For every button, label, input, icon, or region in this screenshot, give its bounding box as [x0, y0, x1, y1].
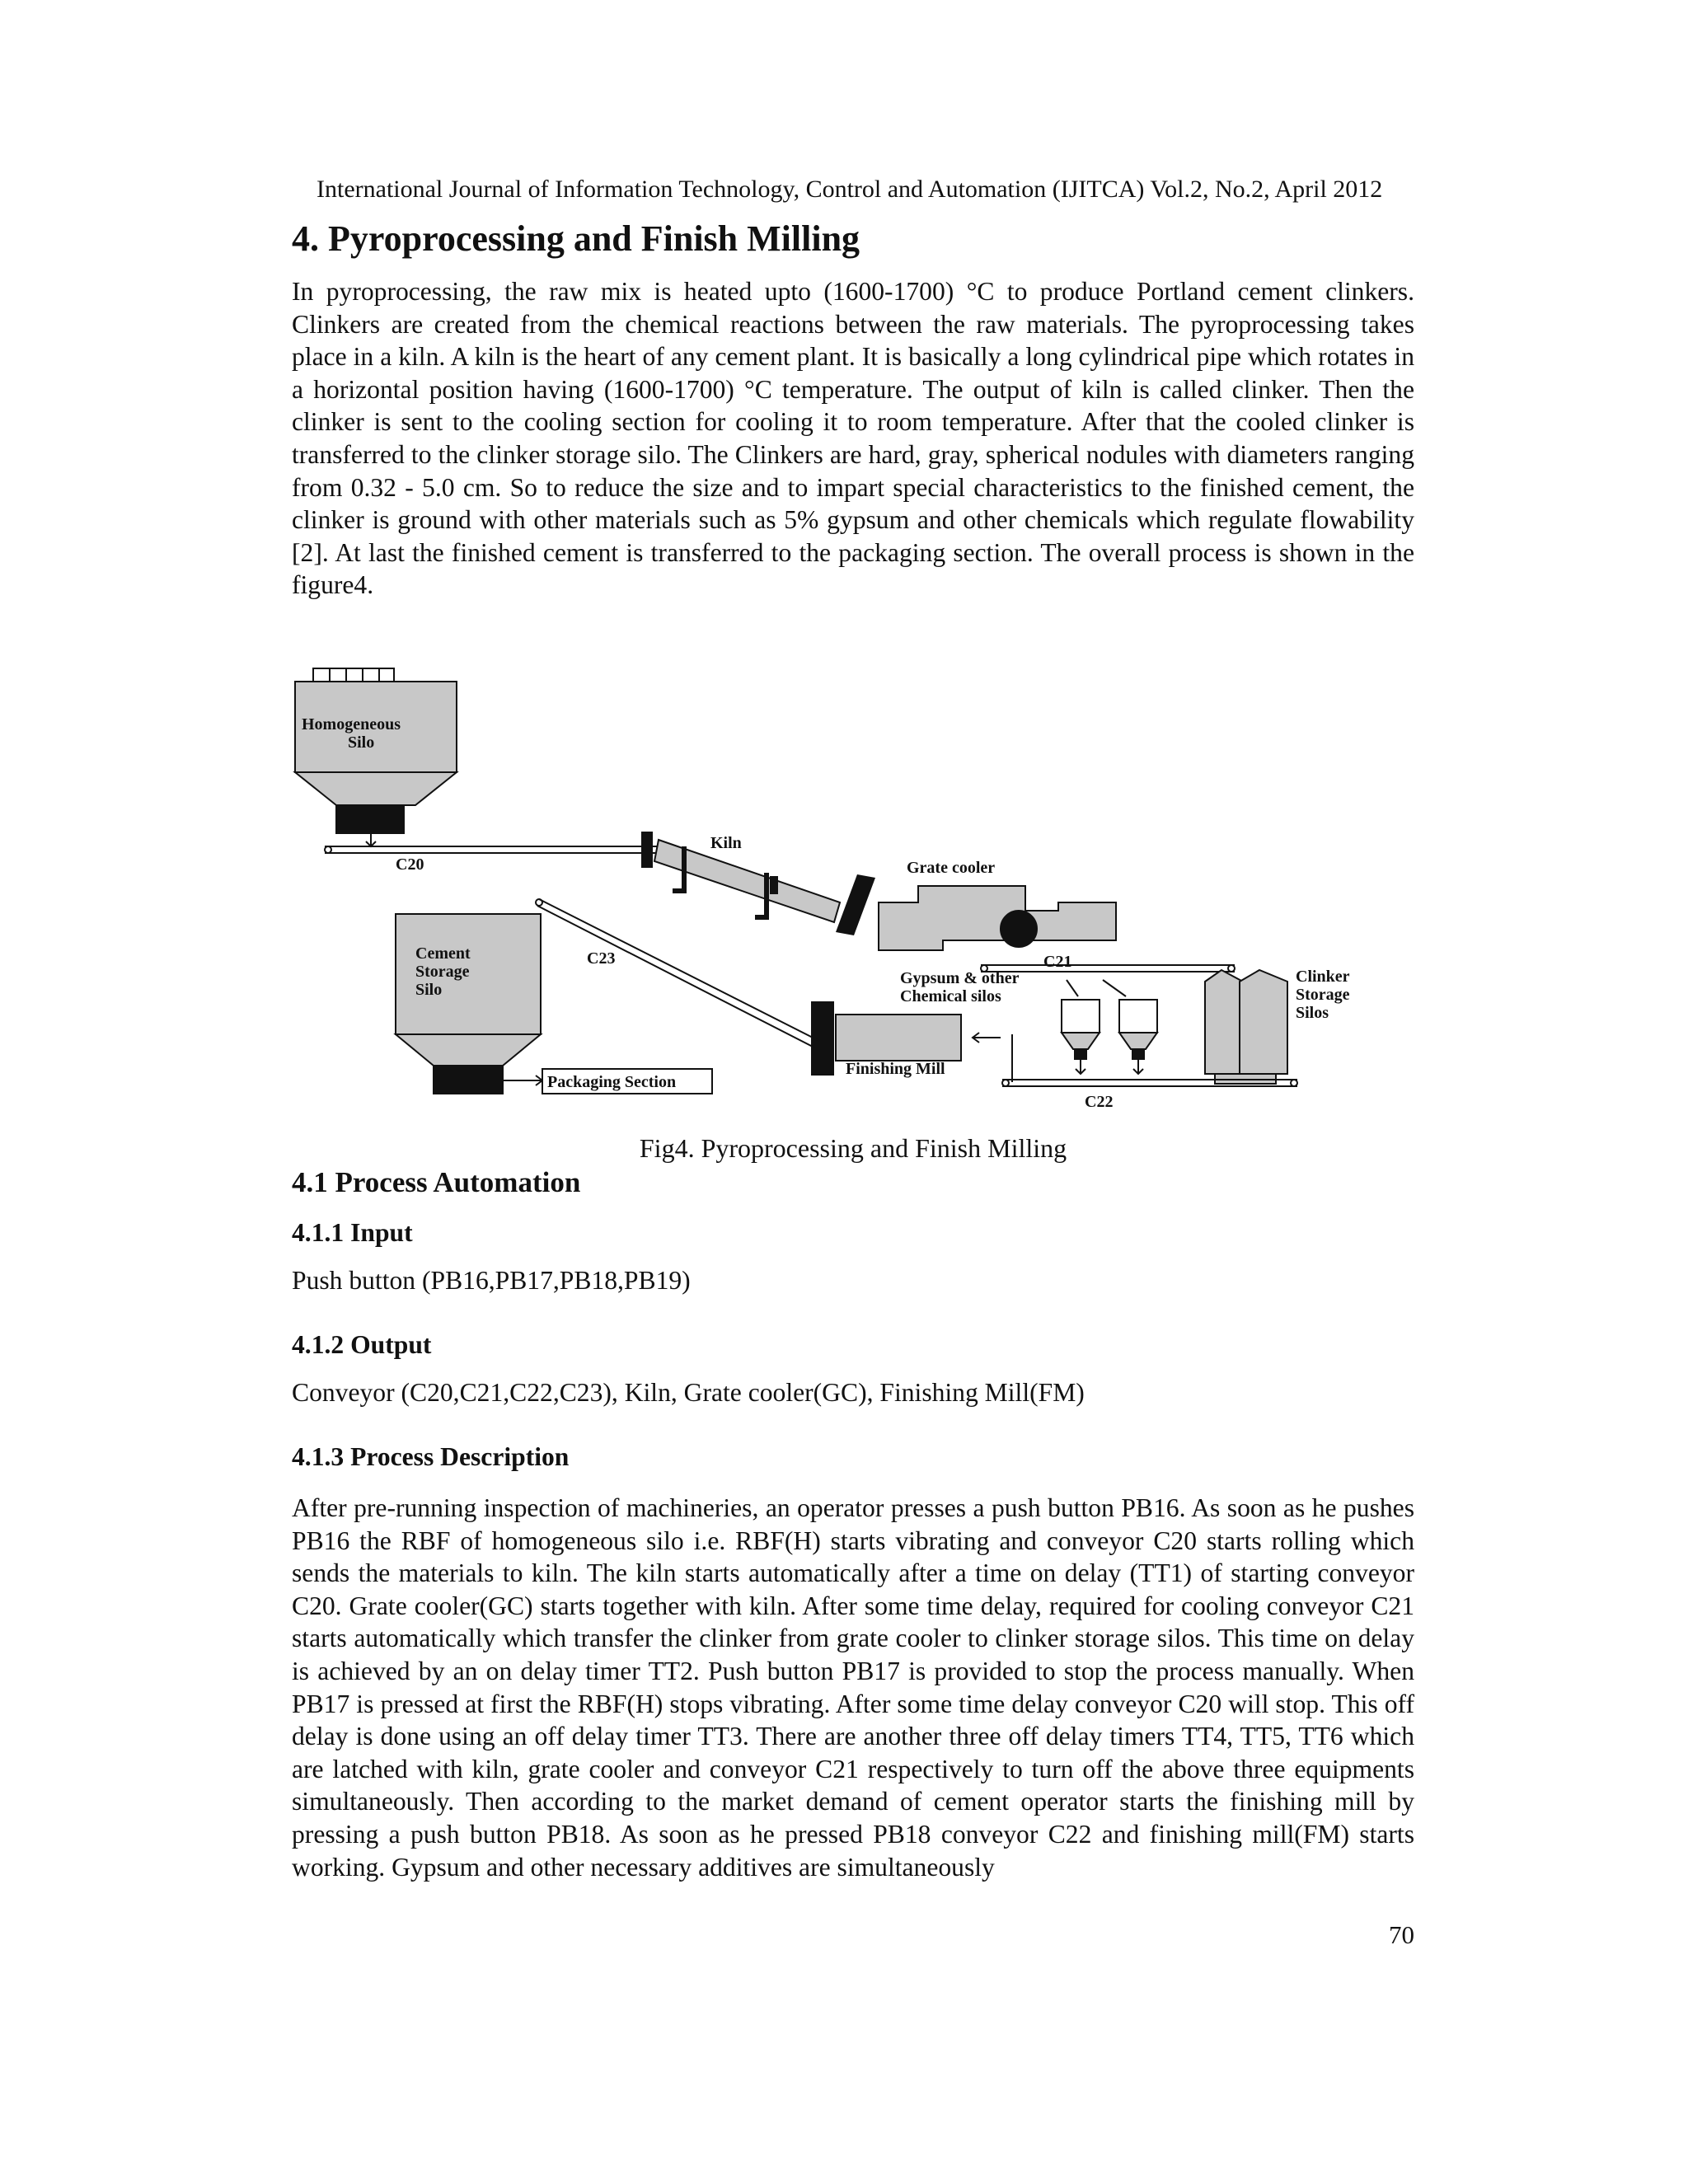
conveyor-c20	[325, 846, 671, 853]
subsection-title: 4.1 Process Automation	[292, 1166, 581, 1198]
section-title: 4. Pyroprocessing and Finish Milling	[292, 218, 860, 259]
label-c22: C22	[1085, 1093, 1114, 1111]
label-gypsum-1: Gypsum & other	[900, 969, 1020, 987]
intro-paragraph: In pyroprocessing, the raw mix is heated upto (1600-1700) °C to produce Portland cement clinkers. Clinkers are created from the chemical reactions between the raw materials. The pyroprocessing takes place in a kiln. A kiln is the heart of any cement plant. It is basically a long cylindrical pipe which rotates in a horizontal position having (1600-1700) °C temperature. The output of kiln is called clinker. Then the clinker is sent to the cooling section for cooling it to room temperature. After that the cooled clinker is transferred to the clinker storage silo. The Clinkers are hard, gray, spherical nodules with diameters ranging from 0.32 - 5.0 cm. So to reduce the size and to impart special characteristics to the finished cement, the clinker is ground with other materials such as 5% gypsum and other chemicals which regulate flowability [2]. At last the finished cement is transferred to the packaging section. The overall process is shown in the figure4.	[292, 277, 1414, 600]
label-c21: C21	[1043, 953, 1072, 971]
label-cement-silo: Silo	[415, 981, 443, 999]
label-c23: C23	[587, 949, 616, 968]
label-c20: C20	[396, 855, 424, 874]
clinker-storage-silos	[1205, 970, 1287, 1084]
process-description-title: 4.1.3 Process Description	[292, 1442, 570, 1471]
output-title: 4.1.2 Output	[292, 1330, 432, 1359]
label-finishing-mill: Finishing Mill	[846, 1060, 945, 1078]
label-silo: Silo	[348, 733, 375, 752]
label-cement: Cement	[415, 944, 471, 963]
output-text: Conveyor (C20,C21,C22,C23), Kiln, Grate cooler(GC), Finishing Mill(FM)	[292, 1378, 1085, 1407]
homogeneous-silo	[295, 668, 457, 846]
journal-header: International Journal of Information Technology, Control and Automation (IJITCA) Vol.2, No.2, April 2012	[316, 176, 1383, 203]
process-diagram	[292, 663, 1414, 1133]
conveyor-c23	[536, 899, 819, 1047]
process-figure	[292, 663, 1414, 1133]
label-gypsum-2: Chemical silos	[900, 987, 1001, 1005]
cement-storage-silo	[396, 914, 712, 1094]
gypsum-silos	[1062, 980, 1157, 1074]
label-packaging: Packaging Section	[547, 1073, 677, 1091]
label-clinker: Clinker	[1296, 968, 1350, 986]
label-grate-cooler: Grate cooler	[907, 859, 996, 877]
figure-caption: Fig4. Pyroprocessing and Finish Milling	[639, 1133, 1067, 1163]
input-text: Push button (PB16,PB17,PB18,PB19)	[292, 1266, 691, 1295]
label-cement-storage: Storage	[415, 963, 470, 981]
grate-cooler	[836, 874, 1116, 950]
label-clinker-silos: Silos	[1296, 1004, 1329, 1022]
label-clinker-storage: Storage	[1296, 986, 1350, 1004]
page-number: 70	[1389, 1920, 1414, 1949]
label-kiln: Kiln	[710, 834, 742, 852]
process-description-text: After pre-running inspection of machineries, an operator presses a push button PB16. As soon as he pushes PB16 the RBF of homogeneous silo i.e. RBF(H) starts vibrating and conveyor C20 starts rolling which sends the materials to kiln. The kiln starts automatically after a time on delay (TT1) of starting conveyor C20. Grate cooler(GC) starts together with kiln. After some time delay, required for cooling conveyor C21 starts automatically which transfer the clinker from grate cooler to clinker storage silos. This time on delay is achieved by an on delay timer TT2. Push button PB17 is provided to stop the process manually. When PB17 is pressed at first the RBF(H) stops vibrating. After some time delay conveyor C20 will stop. This off delay is done using an off delay timer TT3. There are another three off delay timers TT4, TT5, TT6 which are latched with kiln, grate cooler and conveyor C21 respectively to turn off the above three equipments simultaneously. Then according to the market demand of cement operator starts the finishing mill by pressing a push button PB18. As soon as he pressed PB18 conveyor C22 and finishing mill(FM) starts working. Gypsum and other necessary additives are simultaneously	[292, 1493, 1414, 1882]
input-title: 4.1.1 Input	[292, 1218, 413, 1247]
label-homogeneous: Homogeneous	[302, 715, 401, 733]
